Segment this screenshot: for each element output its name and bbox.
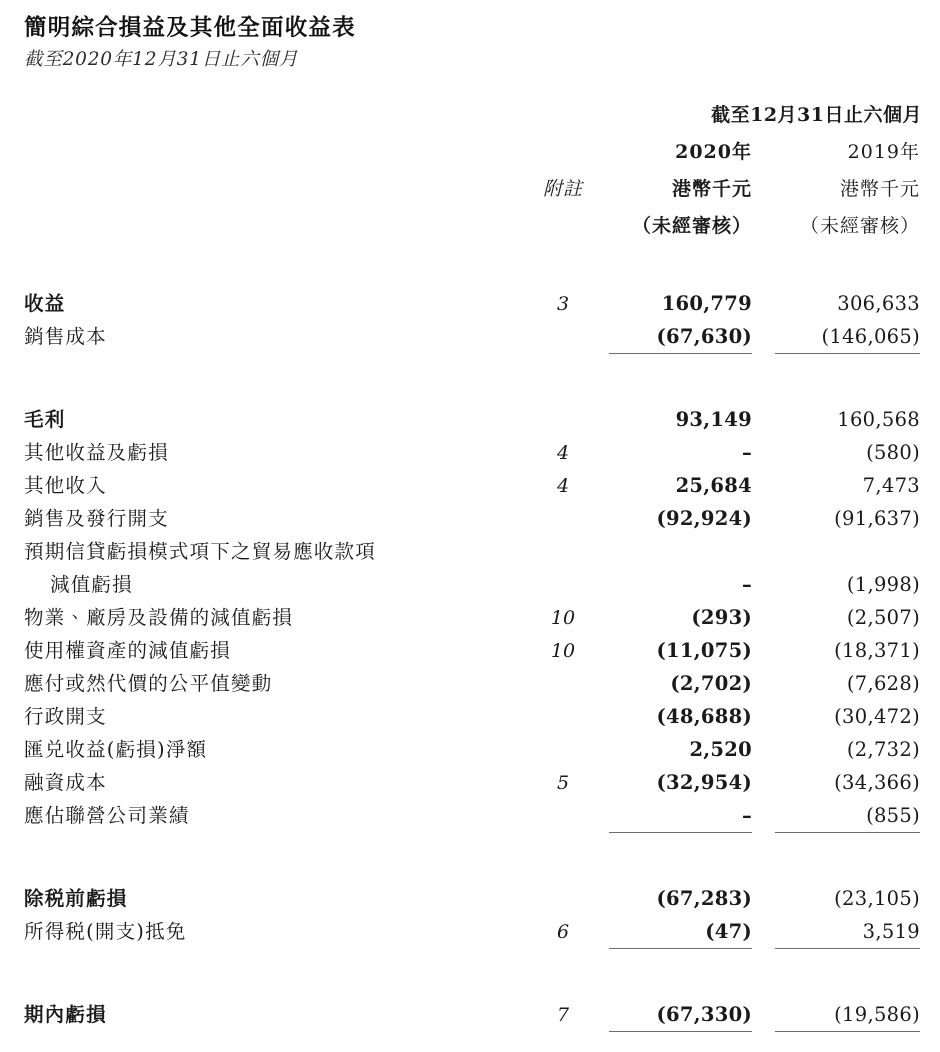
header-year-current: 2020年 bbox=[675, 141, 752, 164]
row-label: 期內虧損 bbox=[24, 1002, 107, 1026]
table-header bbox=[0, 94, 940, 282]
row-label: 收益 bbox=[24, 291, 66, 315]
row-note: 5 bbox=[556, 772, 570, 795]
row-value-previous: (580) bbox=[866, 441, 920, 465]
row-value-current: 160,779 bbox=[661, 292, 752, 316]
table-row bbox=[0, 374, 940, 431]
title-block bbox=[0, 0, 940, 72]
row-note bbox=[530, 794, 602, 827]
row-value-current: (67,283) bbox=[656, 887, 752, 911]
header-body-spacer bbox=[0, 242, 940, 282]
row-note bbox=[530, 374, 602, 431]
row-label: 匯兑收益(虧損)淨額 bbox=[24, 737, 208, 761]
row-label: 銷售及發行開支 bbox=[24, 506, 169, 530]
header-audit-status-current: （未經審核） bbox=[631, 215, 752, 238]
row-note bbox=[530, 853, 602, 910]
table-row bbox=[0, 282, 940, 315]
row-label: 物業、廠房及設備的減值虧損 bbox=[24, 605, 294, 629]
table-row bbox=[0, 563, 940, 596]
header-note-label: 附註 bbox=[542, 178, 583, 201]
table-body bbox=[0, 282, 940, 1052]
row-label: 應佔聯營公司業績 bbox=[24, 803, 190, 827]
header-row-year bbox=[0, 131, 940, 168]
row-value-previous: (18,371) bbox=[834, 639, 920, 663]
row-label: 其他收入 bbox=[24, 473, 107, 497]
header-year-previous: 2019年 bbox=[847, 141, 920, 164]
row-value-previous: (2,732) bbox=[846, 738, 920, 762]
row-note: 4 bbox=[556, 475, 570, 498]
row-label: 毛利 bbox=[24, 407, 66, 431]
row-value-current: 25,684 bbox=[675, 474, 752, 498]
header-row-audit-status bbox=[0, 205, 940, 242]
table-row bbox=[0, 662, 940, 695]
row-value-previous: (146,065) bbox=[770, 315, 940, 348]
row-note: 10 bbox=[550, 607, 576, 630]
header-row-currency bbox=[0, 168, 940, 205]
row-label: 所得税(開支)抵免 bbox=[24, 919, 187, 943]
row-label: 行政開支 bbox=[24, 704, 107, 728]
row-note-cell-empty bbox=[530, 530, 602, 563]
table-row bbox=[0, 910, 940, 943]
row-note: 4 bbox=[556, 442, 570, 465]
row-note bbox=[530, 497, 602, 530]
table-row bbox=[0, 431, 940, 464]
row-label: 銷售成本 bbox=[24, 324, 107, 348]
table-row bbox=[0, 853, 940, 910]
row-value-current: – bbox=[602, 794, 770, 827]
header-period-span: 截至12月31日止六個月 bbox=[711, 104, 922, 127]
row-note: 7 bbox=[556, 1004, 570, 1027]
row-note bbox=[530, 695, 602, 728]
header-currency-current: 港幣千元 bbox=[671, 178, 752, 201]
row-note bbox=[530, 315, 602, 348]
row-label: 使用權資產的減值虧損 bbox=[24, 638, 232, 662]
table-row bbox=[0, 794, 940, 827]
row-value-current-empty bbox=[602, 530, 770, 563]
row-value-current: (32,954) bbox=[656, 771, 752, 795]
table-row bbox=[0, 530, 940, 563]
table-row bbox=[0, 695, 940, 728]
row-value-current: (92,924) bbox=[656, 507, 752, 531]
row-value-previous: (1,998) bbox=[846, 573, 920, 597]
row-value-previous: 3,519 bbox=[770, 910, 940, 943]
table-row bbox=[0, 969, 940, 1026]
row-label: 預期信貸虧損模式項下之貿易應收款項 bbox=[24, 539, 376, 563]
row-note bbox=[530, 662, 602, 695]
row-value-current: – bbox=[741, 573, 752, 597]
row-value-current: (67,330) bbox=[602, 969, 770, 1026]
row-label: 應付或然代價的公平值變動 bbox=[24, 671, 273, 695]
row-value-previous: (91,637) bbox=[834, 507, 920, 531]
row-note: 6 bbox=[556, 921, 570, 944]
row-value-previous: (7,628) bbox=[846, 672, 920, 696]
row-label: 除税前虧損 bbox=[24, 886, 128, 910]
row-note bbox=[530, 563, 602, 596]
row-label: 減值虧損 bbox=[50, 572, 133, 596]
row-value-previous: (34,366) bbox=[834, 771, 920, 795]
row-note: 10 bbox=[550, 640, 576, 663]
row-label: 其他收益及虧損 bbox=[24, 440, 169, 464]
row-note bbox=[530, 728, 602, 761]
row-value-current: (2,702) bbox=[670, 672, 752, 696]
row-value-current: (47) bbox=[602, 910, 770, 943]
row-value-previous: (19,586) bbox=[770, 969, 940, 1026]
row-value-previous: (855) bbox=[770, 794, 940, 827]
row-value-previous: (23,105) bbox=[834, 887, 920, 911]
header-spacer bbox=[0, 205, 530, 242]
table-row bbox=[0, 315, 940, 348]
page-title: 簡明綜合損益及其他全面收益表 bbox=[24, 15, 356, 41]
row-value-current: (48,688) bbox=[656, 705, 752, 729]
row-value-current: (11,075) bbox=[656, 639, 752, 663]
table-row bbox=[0, 629, 940, 662]
header-spacer bbox=[0, 131, 530, 168]
row-value-previous: 160,568 bbox=[837, 408, 920, 432]
row-value-previous: (2,507) bbox=[846, 606, 920, 630]
header-spacer bbox=[0, 94, 530, 131]
header-row-period bbox=[0, 94, 940, 131]
row-value-current: 2,520 bbox=[689, 738, 752, 762]
income-statement-table bbox=[0, 94, 940, 1052]
table-row bbox=[0, 596, 940, 629]
row-value-current: (67,630) bbox=[602, 315, 770, 348]
row-value-previous: (30,472) bbox=[834, 705, 920, 729]
row-value-previous-empty bbox=[770, 530, 940, 563]
table-row bbox=[0, 464, 940, 497]
header-spacer bbox=[0, 168, 530, 205]
row-note: 3 bbox=[556, 293, 570, 316]
row-value-current: – bbox=[741, 441, 752, 465]
table-row bbox=[0, 761, 940, 794]
header-spacer-note bbox=[530, 131, 602, 168]
header-audit-status-previous: （未經審核） bbox=[799, 215, 920, 238]
row-value-previous: 7,473 bbox=[862, 474, 920, 498]
header-currency-previous: 港幣千元 bbox=[839, 178, 920, 201]
page-subtitle: 截至2020年12月31日止六個月 bbox=[24, 49, 299, 71]
row-value-current: 93,149 bbox=[675, 408, 752, 432]
row-label: 融資成本 bbox=[24, 770, 107, 794]
table-row bbox=[0, 497, 940, 530]
table-row bbox=[0, 728, 940, 761]
header-spacer-note bbox=[530, 205, 602, 242]
row-value-previous: 306,633 bbox=[837, 292, 920, 316]
row-value-current: (293) bbox=[691, 606, 752, 630]
